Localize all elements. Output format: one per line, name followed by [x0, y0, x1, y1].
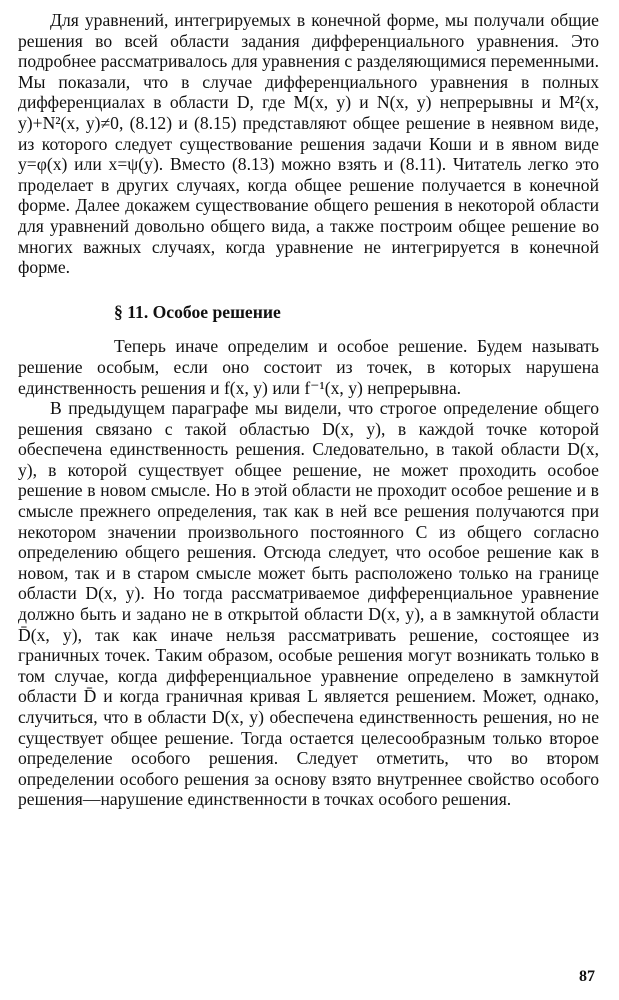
paragraph-intro: Для уравнений, интегрируемых в конечной форме, мы получали общие решения во всей области задания дифференциального уравнения. Это подробнее рассматривалось для уравнения с разделяющимися переменными. Мы показали, что в случае дифференциального уравнения в полных дифференциалах в области D, где M(x, y) и N(x, y) непрерывны и M²(x, y)+N²(x, y)≠0, (8.12) и (8.15) представляют общее решение в неявном виде, из которого следует существование решения задачи Коши и в явном виде y=φ(x) или x=ψ(y). Вместо (8.13) можно взять и (8.11). Читатель легко это проделает в других случаях, когда общее решение получается в конечной форме. Далее докажем существование общего решения в некоторой области для уравнений довольно общего вида, а также построим общее решение во многих важных случаях, когда уравнение не интегрируется в конечной форме. — [18, 10, 599, 278]
paragraph-definition: Теперь иначе определим и особое решение. Будем называть решение особым, если оно состоит из точек, в которых нарушена единственность решения и f(x, y) или f⁻¹(x, y) непрерывна. — [18, 336, 599, 398]
paragraph-discussion: В предыдущем параграфе мы видели, что строгое определение общего решения связано с такой областью D(x, y), в каждой точке которой обеспечена единственность решения. Следовательно, в такой области D(x, y), в которой существует общее решение, не может проходить особое решение в новом смысле. Но в этой области не проходит особое решение и в смысле прежнего определения, так как в ней все решения получаются при некотором значении произвольного постоянного C из общего согласно определению общего решения. Отсюда следует, что особое решение как в новом, так и в старом смысле может быть расположено только на границе области D(x, y). Но тогда рассматриваемое дифференциальное уравнение должно быть и задано не в открытой области D(x, y), а в замкнутой области D̄(x, y), так как иначе нельзя рассматривать решение, состоящее из граничных точек. Таким образом, особые решения могут возникать только в том случае, когда дифференциальное уравнение определено в замкнутой области D̄ и когда граничная кривая L является решением. Может, однако, случиться, что в области D(x, y) обеспечена единственность решения, но не существует общее решение. Тогда остается целесообразным только второе определение особого решения. Следует отметить, что во втором определении особого решения за основу взято внутреннее свойство особого решения—нарушение единственности в точках особого решения. — [18, 398, 599, 810]
page-number: 87 — [579, 968, 595, 985]
section-heading: § 11. Особое решение — [114, 301, 281, 322]
page-body — [18, 10, 599, 810]
